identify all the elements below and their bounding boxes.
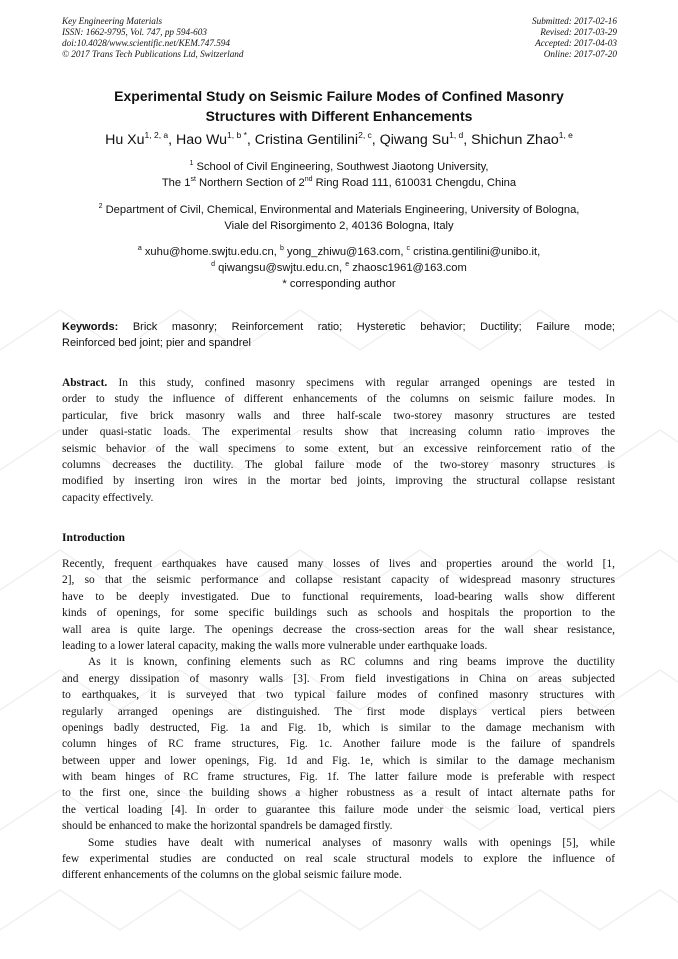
- keywords-text: Brick masonry; Reinforcement ratio; Hysteretic behavior; Ductility; Failure mode;: [132, 321, 615, 333]
- affiliation-line: Department of Civil, Chemical, Environmental and Materials Engineering, University of Bologna,: [105, 204, 580, 216]
- affiliation-2: [40, 202, 638, 234]
- issn-line: ISSN: 1662-9795, Vol. 747, pp 594-603: [62, 27, 207, 37]
- abstract-line: capacity effectively.: [62, 491, 154, 504]
- email-mark: d: [211, 261, 216, 268]
- email-mark: b: [279, 245, 284, 252]
- paragraph-line: with beam hinges of RC frame structures, Fig. 1f. The latter failure mode is preferable with respect: [62, 771, 615, 784]
- affiliation-number: 2: [98, 203, 103, 210]
- author-name: Qiwang Su: [379, 132, 450, 148]
- paragraph-line: should be enhanced to make the horizontal spandrels be damaged firstly.: [62, 820, 393, 833]
- abstract-line: columns decreases the ductility. The global failure mode of the two-storey masonry structures is: [62, 458, 615, 471]
- paragraph-line: to the first one, since the building shows a higher robustness as a result of intact alternate paths for: [62, 787, 615, 800]
- paragraph-line: As it is known, confining elements such as RC columns and ring beams improve the ductility: [88, 656, 615, 669]
- abstract-line: under quasi-static loads. The experimental results show that increasing column ratio improves the: [62, 426, 615, 439]
- paragraph-line: leading to a lower lateral capacity, making the walls more vulnerable under earthquake loads.: [62, 639, 488, 652]
- email-b[interactable]: yong_zhiwu@163.com,: [286, 246, 404, 258]
- abstract-block: [62, 375, 615, 506]
- corresponding-author-note: * corresponding author: [282, 278, 396, 290]
- email-mark: a: [137, 245, 142, 252]
- submission-dates: [532, 16, 617, 60]
- email-e[interactable]: zhaosc1961@163.com: [352, 262, 467, 274]
- author-affiliation-mark: 1, e: [558, 130, 573, 140]
- paragraph-line: 2], so that the seismic performance and collapse resistant capacity of widespread masonry structures: [62, 574, 615, 587]
- introduction-body: [62, 556, 615, 884]
- affiliation-1: [40, 159, 638, 191]
- author-emails: [40, 244, 638, 292]
- copyright-line: © 2017 Trans Tech Publications Ltd, Switzerland: [62, 49, 244, 59]
- author-affiliation-mark: 1, d: [449, 130, 464, 140]
- paragraph-line: few experimental studies are conducted on real scale structural models to explore the influence of: [62, 853, 615, 866]
- author-name: Hao Wu: [176, 132, 228, 148]
- section-heading-introduction: Introduction: [62, 531, 125, 544]
- paragraph-line: column hinges of RC frame structures, Fig. 1c. Another failure mode is the failure of spandrels: [62, 738, 615, 751]
- abstract-line: modified by inserting iron wires in the mortar bed joints, improving the structural collapse resistant: [62, 475, 615, 488]
- ordinal-suffix: nd: [304, 176, 313, 183]
- keywords-block: [62, 319, 615, 352]
- title-line-2: Structures with Different Enhancements: [205, 108, 473, 124]
- paragraph-line: have to be deeply investigated. Due to functional requirements, load-bearing walls show different: [62, 590, 615, 603]
- paragraph-line: the vertical loading [4]. In order to guarantee this failure mode under the seismic load, vertical piers: [62, 803, 615, 816]
- author-list: Hu Xu$^{1, 2, a}$, Hao $Wu^{1, b *}$, Cristina Gentilini$^{2, c}$, Qiwang Su$^{1, d}$, Shichun Zhao$^{1, e}$: [105, 130, 573, 148]
- author-name: Cristina Gentilini: [254, 132, 359, 148]
- abstract-label: Abstract.: [62, 377, 108, 389]
- keywords-label: Keywords:: [62, 321, 119, 333]
- paragraph-line: to earthquakes, it is surveyed that two typical failure modes of confined masonry structures with: [62, 689, 615, 702]
- email-mark: c: [406, 245, 411, 252]
- paragraph-line: regularly arranged openings are distinguished. The first mode displays vertical piers between: [62, 705, 615, 718]
- keywords-text: Reinforced bed joint; pier and spandrel: [62, 337, 251, 350]
- author-name: Hu Xu: [105, 132, 145, 148]
- online-date: Online: 2017-07-20: [543, 49, 617, 59]
- affiliation-text: Northern Section of 2: [195, 177, 305, 189]
- accepted-date: Accepted: 2017-04-03: [535, 38, 617, 48]
- email-d[interactable]: qiwangsu@swjtu.edu.cn,: [218, 262, 343, 274]
- abstract-line: seismic behavior of the wall specimens to some extent, but an excessive reinforcement ratio of the: [62, 442, 615, 455]
- affiliation-line: Viale del Risorgimento 2, 40136 Bologna, Italy: [224, 220, 454, 232]
- journal-name: Key Engineering Materials: [62, 16, 163, 26]
- email-a[interactable]: xuhu@home.swjtu.edu.cn,: [144, 246, 277, 258]
- paragraph-line: Some studies have dealt with numerical analyses of masonry walls with openings [5], while: [88, 836, 615, 849]
- affiliation-text: Ring Road 111, 610031 Chengdu, China: [312, 177, 517, 189]
- affiliation-text: The 1: [161, 177, 191, 189]
- email-mark: e: [345, 261, 350, 268]
- paragraph-line: Recently, frequent earthquakes have caused many losses of lives and properties around the world [1,: [62, 558, 615, 570]
- doi-line: doi:10.4028/www.scientific.net/KEM.747.594: [62, 38, 230, 48]
- paragraph-line: between upper and lower openings, Fig. 1d and Fig. 1e, which is similar to the damage mechanism: [62, 754, 615, 767]
- author-name: Shichun Zhao: [471, 132, 559, 148]
- paragraph-line: kinds of openings, for some specific buildings such as schools and hospitals the proportion to the: [62, 607, 615, 620]
- journal-info: [62, 16, 243, 60]
- email-c[interactable]: cristina.gentilini@unibo.it,: [413, 246, 541, 258]
- abstract-text: In this study, confined masonry specimens with regular arranged openings are tested in: [118, 377, 615, 389]
- affiliation-line: School of Civil Engineering, Southwest Jiaotong University,: [196, 161, 489, 173]
- affiliation-number: 1: [189, 160, 194, 167]
- author-affiliation-mark: 2, c: [358, 130, 372, 140]
- author-affiliation-mark: 1, b *: [227, 130, 247, 140]
- revised-date: Revised: 2017-03-29: [540, 27, 617, 37]
- abstract-line: particular, five brick masonry walls and three half-scale two-storey masonry structures are tested: [62, 409, 615, 422]
- author-affiliation-mark: 1, 2, a: [144, 130, 169, 140]
- abstract-line: order to study the influence of different enhancements of the columns on seismic failure modes. In: [62, 393, 615, 406]
- paragraph-line: wall area is quite large. The openings decrease the cross-section areas for the wall shear resistance,: [62, 623, 615, 636]
- ordinal-suffix: st: [190, 176, 196, 183]
- submitted-date: Submitted: 2017-02-16: [532, 16, 617, 26]
- paragraph-line: openings badly destructed, Fig. 1a and Fig. 1b, which is similar to the damage mechanism with: [62, 721, 615, 734]
- paper-title: [62, 86, 616, 126]
- paragraph-line: and energy dissipation of masonry walls [3]. From field investigations in China on areas subjected: [62, 672, 615, 685]
- title-line-1: Experimental Study on Seismic Failure Modes of Confined Masonry: [114, 88, 564, 104]
- paragraph-line: different enhancements of the columns on the global seismic failure mode.: [62, 869, 402, 882]
